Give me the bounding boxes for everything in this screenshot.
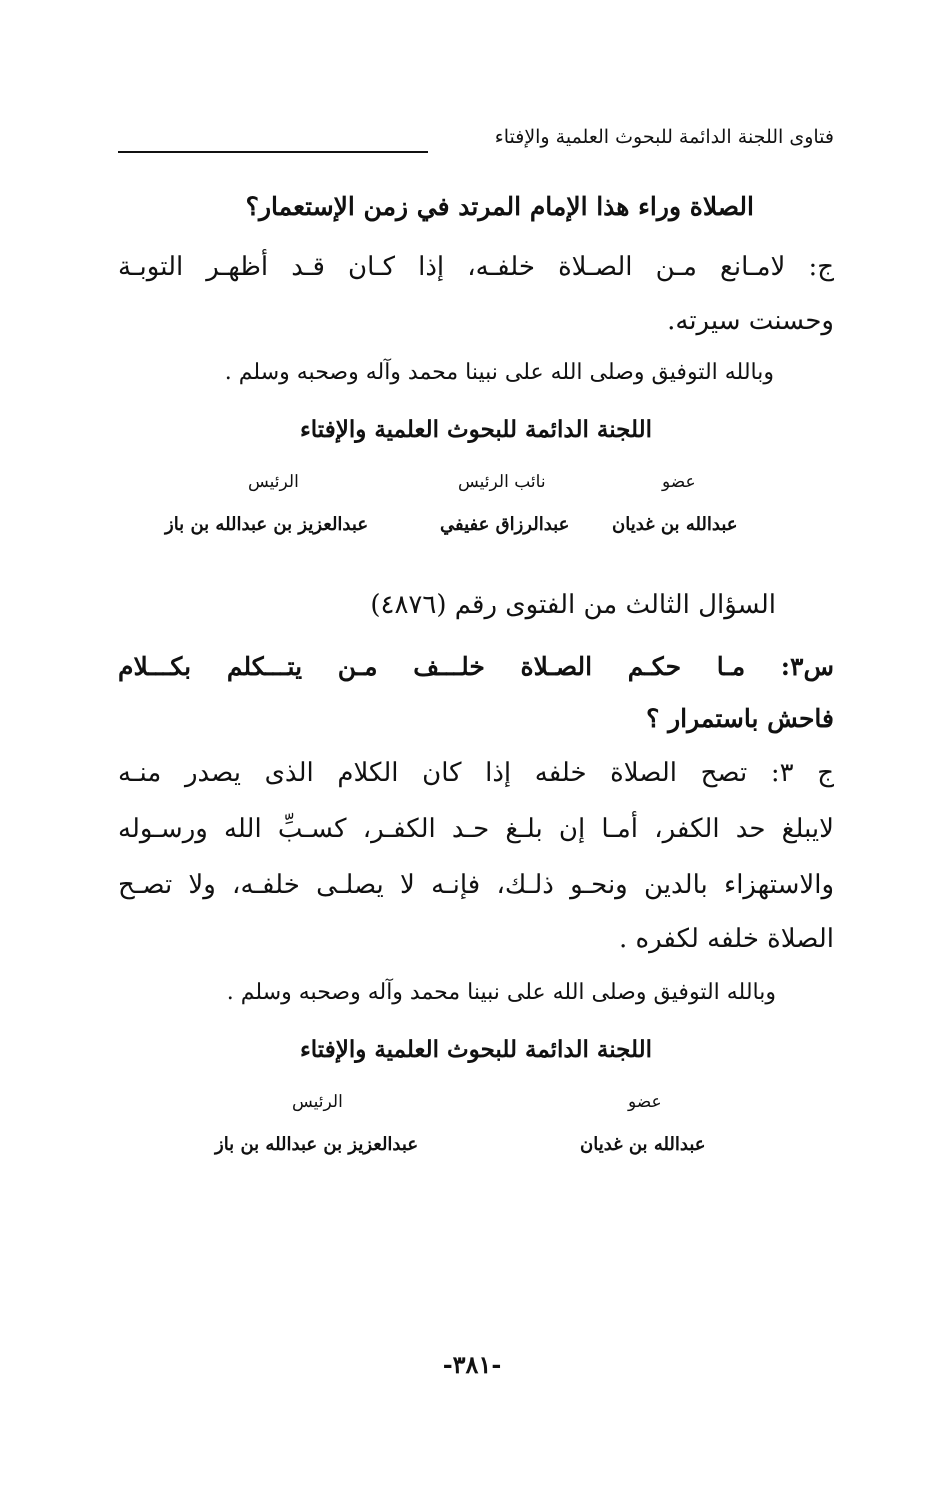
- signatory-name: عبدالرزاق عفيفي: [440, 514, 570, 535]
- header-rule: [118, 151, 428, 153]
- question-tail: الصلاة وراء هذا الإمام المرتد في زمن الإستعمار؟: [245, 192, 754, 221]
- closing-line: وبالله التوفيق وصلى الله على نبينا محمد وآله وصحبه وسلم .: [224, 360, 774, 385]
- answer-line: ج ٣: تصح الصلاة خلفه إذا كان الكلام الذى يصدر منـه: [118, 758, 834, 788]
- committee-title: اللجنة الدائمة للبحوث العلمية والإفتاء: [299, 416, 653, 443]
- signatory-role: الرئيس: [292, 1092, 343, 1112]
- page-number: -٣٨١-: [442, 1350, 502, 1379]
- signatory-role: نائب الرئيس: [458, 472, 546, 492]
- running-header: [118, 118, 834, 158]
- signatory-name: عبدالله بن غديان: [580, 1134, 706, 1155]
- answer-line: والاستهزاء بالدين ونحـو ذلـك، فإنـه لا يصلـى خلفـه، ولا تصـح: [118, 870, 834, 900]
- signatory-name: عبدالله بن غديان: [612, 514, 738, 535]
- committee-title: اللجنة الدائمة للبحوث العلمية والإفتاء: [299, 1036, 653, 1063]
- signatory-role: عضو: [628, 1092, 662, 1112]
- answer-line: الصلاة خلفه لكفره .: [618, 924, 834, 954]
- question-line: فاحش باستمرار ؟: [646, 704, 834, 733]
- closing-line: وبالله التوفيق وصلى الله على نبينا محمد وآله وصحبه وسلم .: [226, 980, 776, 1005]
- signatory-role: الرئيس: [248, 472, 299, 492]
- fatwa-reference: السؤال الثالث من الفتوى رقم (٤٨٧٦): [370, 590, 776, 620]
- answer-line: وحسنت سيرته.: [667, 306, 834, 336]
- answer-line: لايبلغ حد الكفر، أمـا إن بلـغ حـد الكفـر، كسـبِّ الله ورسـوله: [118, 814, 834, 844]
- signatory-name: عبدالعزيز بن عبدالله بن باز: [215, 1134, 419, 1155]
- signatory-name: عبدالعزيز بن عبدالله بن باز: [165, 514, 369, 535]
- signatory-role: عضو: [662, 472, 696, 492]
- answer-line: ج: لامـانع مـن الصـلاة خلفـه، إذا كـان قـد أظهـر التوبـة: [118, 252, 834, 282]
- question-line: س٣: مـا حكـم الصـلاة خلـــف مـن يتـــكلم بكـــلام: [118, 652, 834, 681]
- header-title: فتاوى اللجنة الدائمة للبحوث العلمية والإفتاء: [494, 126, 834, 148]
